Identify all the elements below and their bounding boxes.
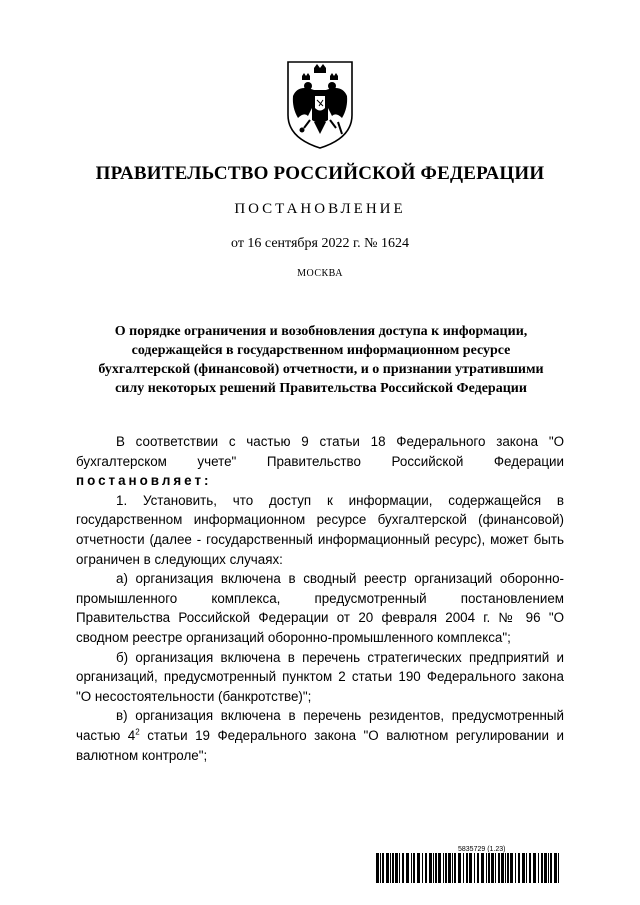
barcode-bar: [529, 853, 531, 883]
barcode-bar: [386, 853, 389, 883]
barcode-bar: [406, 853, 409, 883]
barcode-bar: [417, 853, 420, 883]
clause-1c-text-end: статьи 19 Федерального закона "О валютном регулировании и валютном контроле";: [76, 727, 564, 763]
document-date-number: от 16 сентября 2022 г. № 1624: [231, 236, 409, 251]
resolves-word: постановляет:: [76, 473, 212, 489]
barcode-bar: [411, 853, 412, 883]
barcode-bar: [495, 853, 496, 883]
barcode-bar: [474, 853, 475, 883]
barcode-bar: [550, 853, 552, 883]
document-type: ПОСТАНОВЛЕНИЕ: [234, 201, 406, 217]
barcode-bar: [380, 853, 381, 883]
barcode-bar: [395, 853, 398, 883]
barcode-bar: [448, 853, 451, 883]
barcode-bar: [433, 853, 434, 883]
government-title: ПРАВИТЕЛЬСТВО РОССИЙСКОЙ ФЕДЕРАЦИИ: [95, 163, 545, 184]
clause-1c-superscript: 2: [135, 727, 140, 737]
barcode-bar: [554, 853, 557, 883]
intro-text: В соответствии с частью 9 статьи 18 Федерального закона "О бухгалтерском учете" Правительство Российской Федерации: [76, 434, 564, 469]
barcode-bar: [488, 853, 490, 883]
barcode-bar: [498, 853, 500, 883]
document-subject: О порядке ограничения и возобновления доступа к информации, содержащейся в государственном информационном ресурсе бухгалтерской (финансовой) отчетности, и о признании утратившими силу некоторых решений Правительства Российской Федерации: [98, 324, 544, 396]
barcode-bar: [486, 853, 487, 883]
barcode-bar: [463, 853, 464, 883]
barcode-bar: [548, 853, 549, 883]
barcode-bar: [518, 853, 520, 883]
clause-1b: б) организация включена в перечень стратегических предприятий и организаций, предусмотренный пунктом 2 статьи 190 Федерального закона "О несостоятельности (банкротстве)";: [76, 649, 564, 704]
intro-paragraph: [76, 432, 564, 491]
document-body: [76, 432, 564, 765]
barcode-bar: [510, 853, 513, 883]
barcode-bar: [481, 853, 484, 883]
barcode-bar: [526, 853, 527, 883]
barcode-bar: [443, 853, 444, 883]
document-city: МОСКВА: [297, 268, 343, 279]
barcode-bar: [533, 853, 536, 883]
barcode-bar: [445, 853, 447, 883]
barcode-bar: [544, 853, 547, 883]
barcode-bar: [429, 853, 432, 883]
barcode-bar: [469, 853, 472, 883]
barcode-bar: [505, 853, 506, 883]
barcode-number: 5835729 (1.23): [458, 846, 506, 853]
barcode-bar: [477, 853, 479, 883]
barcode-bar: [399, 853, 400, 883]
barcode-bar: [466, 853, 468, 883]
barcode: [376, 853, 562, 883]
barcode-bar: [435, 853, 437, 883]
barcode-bar: [402, 853, 404, 883]
barcode-bar: [491, 853, 494, 883]
clause-1c: [76, 706, 564, 765]
barcode-bar: [452, 853, 453, 883]
clause-1a: а) организация включена в сводный реестр организаций оборонно-промышленного комплекса, предусмотренный постановлением Правительства Российской Федерации от 20 февраля 2004 г. № 96 "О сводном реестре организаций оборонно-промышленного комплекса";: [76, 571, 564, 645]
barcode-bar: [438, 853, 441, 883]
barcode-bar: [390, 853, 391, 883]
barcode-bar: [425, 853, 427, 883]
clause-1c-text-start: в) организация включена в перечень резидентов, предусмотренный частью 4: [76, 708, 564, 743]
barcode-bar: [541, 853, 543, 883]
barcode-bar: [515, 853, 516, 883]
barcode-bar: [422, 853, 423, 883]
barcode-bar: [392, 853, 394, 883]
barcode-bar: [558, 853, 559, 883]
barcode-bar: [522, 853, 525, 883]
clause-1: 1. Установить, что доступ к информации, содержащейся в государственном информационном ресурсе бухгалтерской (финансовой) отчетности (далее - государственный информационный ресурс), может быть ограничен в следующих случаях:: [76, 492, 564, 567]
barcode-bar: [501, 853, 504, 883]
barcode-bar: [454, 853, 456, 883]
barcode-bar: [413, 853, 415, 883]
coat-of-arms-icon: [284, 60, 356, 150]
barcode-bar: [538, 853, 539, 883]
barcode-bar: [458, 853, 461, 883]
barcode-bar: [382, 853, 384, 883]
barcode-bar: [376, 853, 379, 883]
barcode-bar: [507, 853, 509, 883]
